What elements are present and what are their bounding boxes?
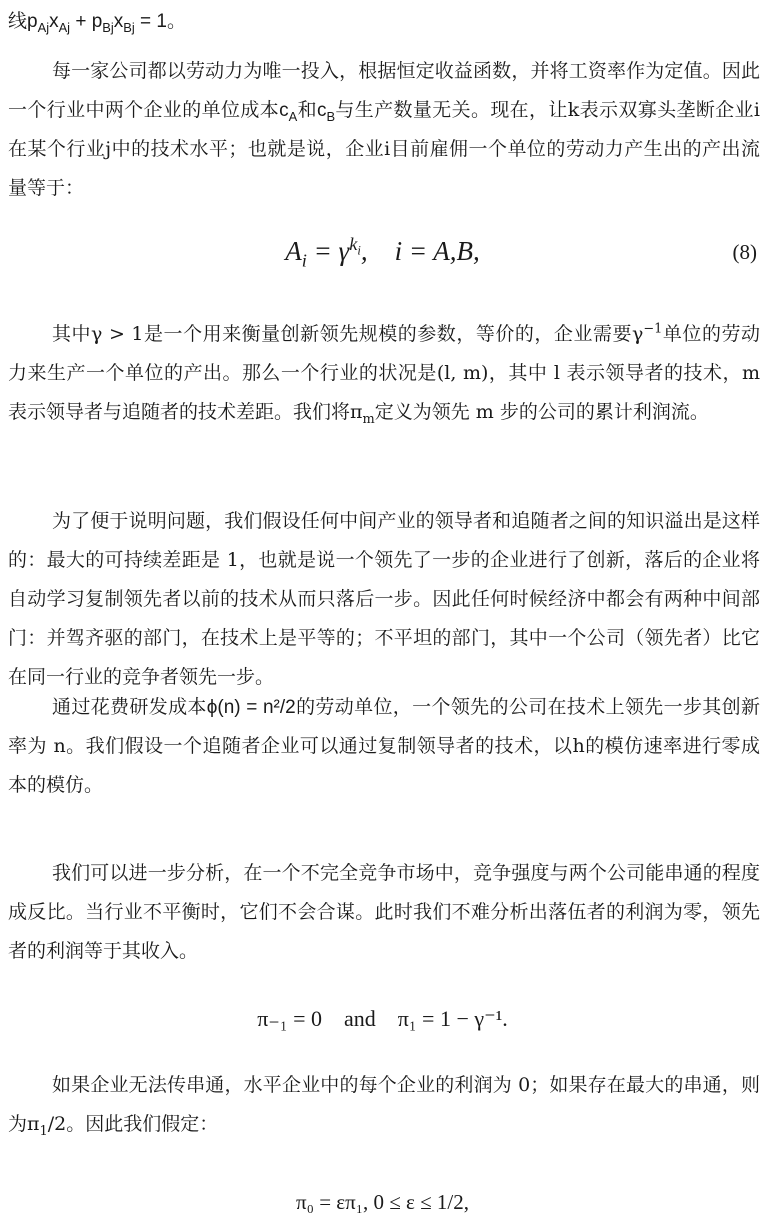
paragraph-5 bbox=[8, 854, 760, 971]
para1-text-b: 和 bbox=[297, 99, 317, 121]
para2-text-b: 单位的劳动力来生产一个单位的产出。那么一个行业的状况是(l, m)，其中 l 表示领导者的技术，m 表示领导者与追随者的技术差距。我们将π bbox=[8, 323, 760, 423]
para1-text-c: 与生产数量无关。现在，让k表示双寡头垄断企业i在某个行业j中的技术水平；也就是说，企业i目前雇佣一个单位的劳动力产生出的产出流量等于： bbox=[8, 99, 760, 199]
equation-8 bbox=[0, 234, 765, 271]
paragraph-4 bbox=[8, 688, 760, 805]
paragraph-3 bbox=[8, 502, 760, 697]
equation-profit-and: and bbox=[344, 1006, 376, 1031]
para3-text: 为了便于说明问题，我们假设任何中间产业的领导者和追随者之间的知识溢出是这样的：最大的可持续差距是 1，也就是说一个领先了一步的企业进行了创新，落后的企业将自动学习复制领先者以前的技术从而只落后一步。因此任何时候经济中都会有两种中间部门：并驾齐驱的部门，在技术上是平等的；不平坦的部门，其中一个公司（领先者）比它在同一行业的竞争者领先一步。 bbox=[8, 510, 760, 688]
equation-8-formula: $A_i = \gamma^{k_i}$, i = A,B, bbox=[285, 234, 480, 271]
equation-profit-right: π₁ = 1 − γ⁻¹. bbox=[397, 1006, 508, 1031]
paragraph-2 bbox=[8, 315, 760, 432]
paragraph-6 bbox=[8, 1066, 760, 1144]
top-line bbox=[8, 2, 760, 41]
para2-text-c: 定义为领先 m 步的公司的累计利润流。 bbox=[374, 401, 709, 423]
top-line-trail: 。 bbox=[167, 10, 187, 32]
para1-text-a: 每一家公司都以劳动力为唯一投入，根据恒定收益函数，并将工资率作为定值。因此一个行业中两个企业的单位成本 bbox=[8, 60, 760, 121]
para5-text: 我们可以进一步分析，在一个不完全竞争市场中，竞争强度与两个公司能串通的程度成反比。当行业不平衡时，它们不会合谋。此时我们不难分析出落伍者的利润为零，领先者的利润等于其收入。 bbox=[8, 862, 760, 962]
top-line-math: $p_{Aj}x_{Aj} + p_{Bj}x_{Bj} = 1$ bbox=[27, 11, 167, 35]
para6-text-a: 如果企业无法传串通，水平企业中的每个企业的利润为 0；如果存在最大的串通，则为π bbox=[8, 1074, 760, 1135]
cost-cA: $c_A$ bbox=[279, 100, 298, 124]
equation-last-formula: π₀ = επ₁, 0 ≤ ε ≤ 1/2, bbox=[296, 1190, 469, 1214]
paragraph-1 bbox=[8, 52, 760, 208]
equation-profit-left: π₋₁ = 0 bbox=[257, 1006, 322, 1031]
cost-cB: $c_B$ bbox=[316, 100, 336, 124]
para6-text-b: /2。因此我们假定： bbox=[47, 1113, 219, 1135]
para2-sub: m bbox=[362, 411, 375, 427]
para4-text-a: 通过花费研发成本 bbox=[52, 696, 207, 718]
para4-math: ϕ(n) = n²/2 bbox=[206, 697, 296, 718]
para2-text-a: 其中γ > 1是一个用来衡量创新领先规模的参数，等价的，企业需要γ bbox=[52, 323, 644, 345]
top-line-lead: 线 bbox=[8, 10, 28, 32]
equation-last bbox=[0, 1190, 765, 1215]
para6-sub: 1 bbox=[39, 1123, 48, 1139]
equation-8-number: (8) bbox=[732, 240, 757, 264]
para4-text-b: 的劳动单位，一个领先的公司在技术上领先一步其创新率为 n。我们假设一个追随者企业可以通过复制领导者的技术，以h的模仿速率进行零成本的模仿。 bbox=[8, 696, 760, 796]
para2-sup: −1 bbox=[643, 321, 663, 337]
equation-profit bbox=[0, 1006, 765, 1032]
